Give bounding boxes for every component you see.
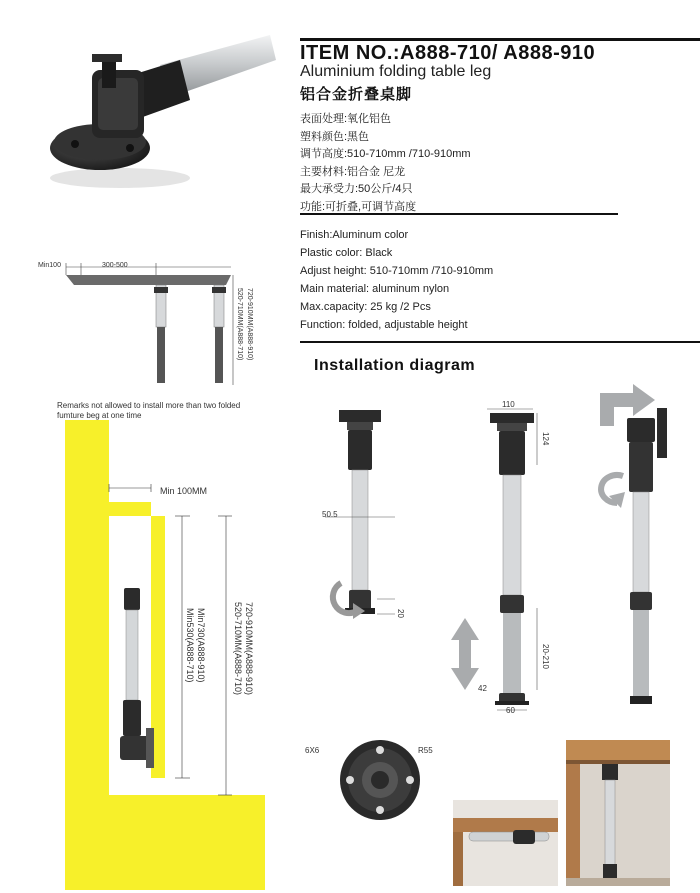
spec-cn-item: 调节高度:510-710mm /710-910mm	[300, 148, 471, 160]
side-height-label-1: 720-910MM(A888-910)	[244, 602, 254, 696]
specs-divider	[300, 213, 618, 215]
spec-cn-item: 功能:可折叠,可调节高度	[300, 200, 417, 213]
leg-foot-height-label: 20	[396, 609, 405, 618]
spec-en-item: Finish:Aluminum color	[300, 229, 409, 241]
spec-cn-item: 最大承受力:50公斤/4只	[300, 183, 413, 195]
spec-en-item: Adjust height: 510-710mm /710-910mm	[300, 265, 494, 277]
specs-en-list	[300, 226, 493, 334]
leg-top-height-label: 124	[541, 432, 550, 446]
table-span-label: 300-500	[102, 262, 128, 269]
product-photo	[40, 20, 280, 200]
table-diagram	[36, 255, 266, 390]
spring-section	[503, 613, 521, 693]
installation-divider	[300, 341, 700, 343]
side-min-label: Min 100MM	[160, 486, 208, 496]
side-min-height-2: Min530(A888-710)	[185, 608, 195, 683]
installation-title: Installation diagram	[314, 357, 476, 374]
photo-installed-leg	[566, 740, 670, 886]
spec-en-item: Main material: aluminum nylon	[300, 283, 450, 295]
side-height-label-2: 520-710MM(A888-710)	[233, 602, 243, 696]
leg-foot-width-label: 60	[506, 706, 515, 715]
photo-folded-leg	[453, 800, 558, 886]
remarks-text: Remarks not allowed to install more than two folded fumture beg at one time	[57, 401, 241, 420]
spec-en-item: Plastic color: Black	[300, 247, 393, 259]
leg-adjust-range-label: 20-210	[541, 644, 550, 669]
table-height-label-2: 520-710MM(A888-710)	[236, 288, 243, 361]
leg-top-width-label: 110	[502, 400, 515, 409]
item-number: ITEM NO.:A888-710/ A888-910	[300, 42, 596, 64]
leg-diameter-label: 50.5	[322, 510, 338, 519]
side-min-height-1: Min730(A888-910)	[196, 608, 206, 683]
spec-cn-item: 主要材料:铝合金 尼龙	[300, 165, 406, 178]
leg-diagram-3	[595, 378, 700, 708]
leg-diagram-2	[445, 400, 555, 720]
product-name-cn: 铝合金折叠桌脚	[300, 86, 413, 103]
plate-radius-label: R55	[418, 746, 433, 755]
base-plate-diagram	[338, 738, 422, 822]
plate-hole-label: 6X6	[305, 746, 320, 755]
specs-cn-list	[300, 111, 471, 216]
leg-foot-diameter-label: 42	[478, 684, 487, 693]
spec-en-item: Max.capacity: 25 kg /2 Pcs	[300, 301, 431, 313]
header-rule	[300, 38, 700, 41]
spec-cn-item: 表面处理:氧化铝色	[300, 113, 392, 125]
spec-cn-item: 塑料颜色:黑色	[300, 130, 370, 143]
product-name-en: Aluminium folding table leg	[300, 63, 492, 80]
table-min-label: Min100	[38, 262, 61, 269]
spec-en-item: Function: folded, adjustable height	[300, 319, 468, 331]
table-height-label-1: 720-910MM(A888-910)	[246, 288, 253, 361]
